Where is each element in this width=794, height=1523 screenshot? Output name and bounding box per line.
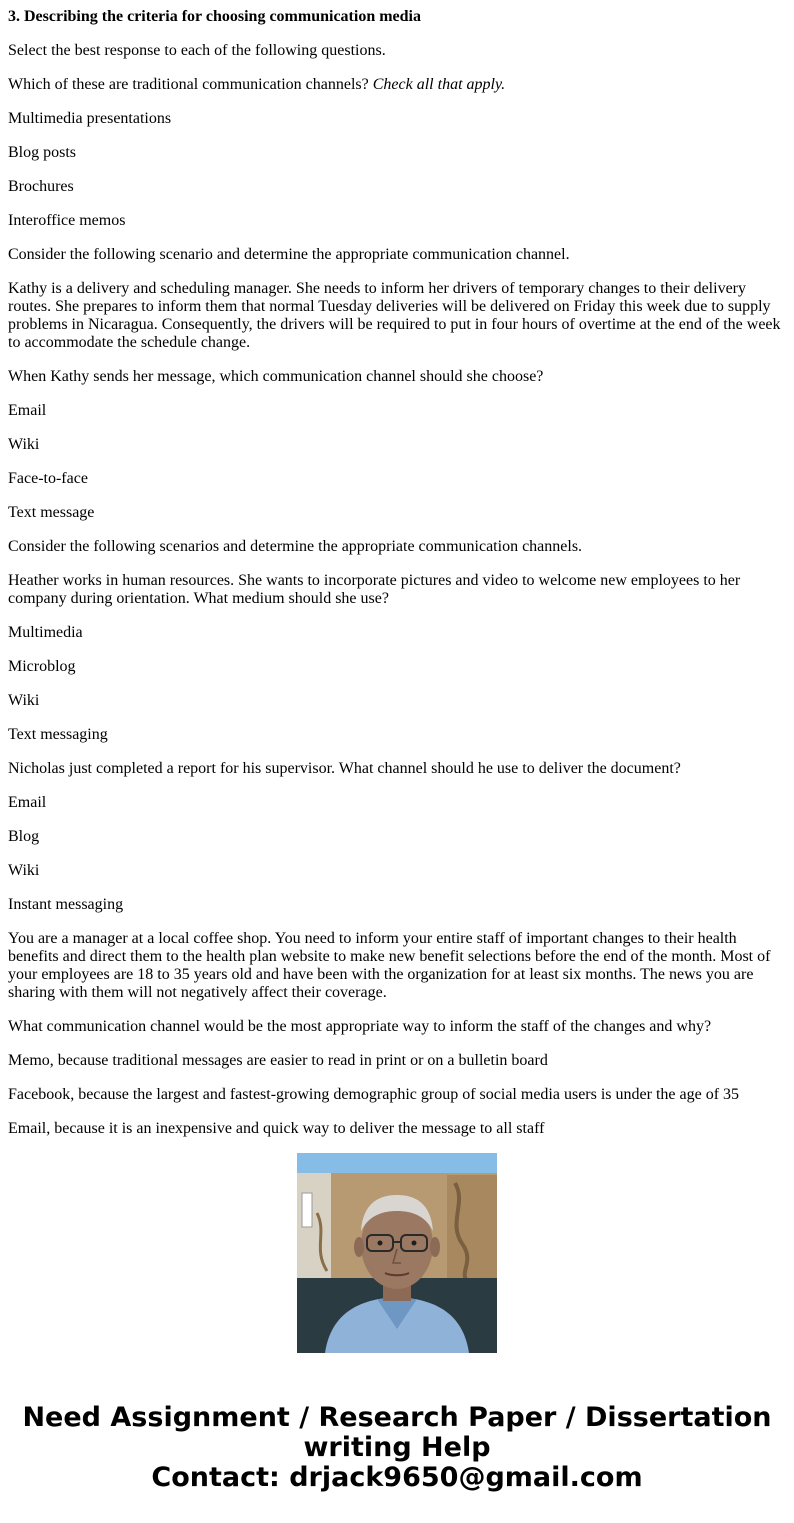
instructions: Select the best response to each of the following questions. <box>8 42 386 59</box>
answer-option[interactable]: Multimedia presentations <box>8 110 172 127</box>
question-coffee-shop-channel: What communication channel would be the most appropriate way to inform the staff of the changes and why? <box>8 1018 712 1035</box>
scenario-intro: Consider the following scenario and determine the appropriate communication channel. <box>8 246 570 263</box>
promo-line: Need Assignment / Research Paper / Dissertation <box>22 1402 772 1433</box>
answer-option[interactable]: Wiki <box>8 436 40 453</box>
answer-option[interactable]: Wiki <box>8 862 40 879</box>
promo-contact: Contact: drjack9650@gmail.com <box>151 1462 643 1493</box>
scenario-coffee-shop: You are a manager at a local coffee shop. You need to inform your entire staff of important changes to their health benefits and direct them to the health plan website to make new benefit selections before the end of the month. Most of your employees are 18 to 35 years old and have been with the organization for at least six months. The news you are sharing with them will not negatively affect their coverage. <box>8 930 771 1001</box>
answer-option[interactable]: Multimedia <box>8 624 83 641</box>
scenarios-intro: Consider the following scenarios and determine the appropriate communication channels. <box>8 538 583 555</box>
answer-option[interactable]: Face-to-face <box>8 470 88 487</box>
question-nicholas-channel: Nicholas just completed a report for his supervisor. What channel should he use to deliver the document? <box>8 760 681 777</box>
answer-option[interactable]: Microblog <box>8 658 76 675</box>
scenario-kathy: Kathy is a delivery and scheduling manager. She needs to inform her drivers of temporary changes to their delivery routes. She prepares to inform them that normal Tuesday deliveries will be delivered on Friday this week due to supply problems in Nicaragua. Consequently, the drivers will be required to put in four hours of overtime at the end of the week to accommodate the schedule change. <box>8 280 781 351</box>
answer-option[interactable]: Interoffice memos <box>8 212 126 229</box>
answer-option[interactable]: Instant messaging <box>8 896 124 913</box>
avatar <box>297 1153 497 1353</box>
answer-option[interactable]: Brochures <box>8 178 74 195</box>
answer-option[interactable]: Blog <box>8 828 40 845</box>
answer-option[interactable]: Blog posts <box>8 144 77 161</box>
person-photo-icon <box>297 1153 497 1353</box>
question-kathy-channel: When Kathy sends her message, which communication channel should she choose? <box>8 368 544 385</box>
question-heather-medium: Heather works in human resources. She wants to incorporate pictures and video to welcome new employees to her company during orientation. What medium should she use? <box>8 572 741 607</box>
answer-option[interactable]: Text message <box>8 504 95 521</box>
answer-option[interactable]: Facebook, because the largest and fastest-growing demographic group of social media users is under the age of 35 <box>8 1086 740 1103</box>
section-heading: 3. Describing the criteria for choosing communication media <box>8 8 421 25</box>
promo-line: writing Help <box>303 1432 491 1463</box>
answer-option[interactable]: Email, because it is an inexpensive and quick way to deliver the message to all staff <box>8 1120 545 1137</box>
answer-option[interactable]: Email <box>8 794 47 811</box>
document-content <box>8 0 784 1137</box>
question-text: Which of these are traditional communication channels? <box>8 76 373 93</box>
promo-banner <box>0 1403 794 1493</box>
answer-option[interactable]: Wiki <box>8 692 40 709</box>
question-traditional-channels <box>8 76 784 94</box>
question-hint: Check all that apply. <box>372 76 506 93</box>
answer-option[interactable]: Text messaging <box>8 726 108 743</box>
answer-option[interactable]: Email <box>8 402 47 419</box>
answer-option[interactable]: Memo, because traditional messages are easier to read in print or on a bulletin board <box>8 1052 548 1069</box>
